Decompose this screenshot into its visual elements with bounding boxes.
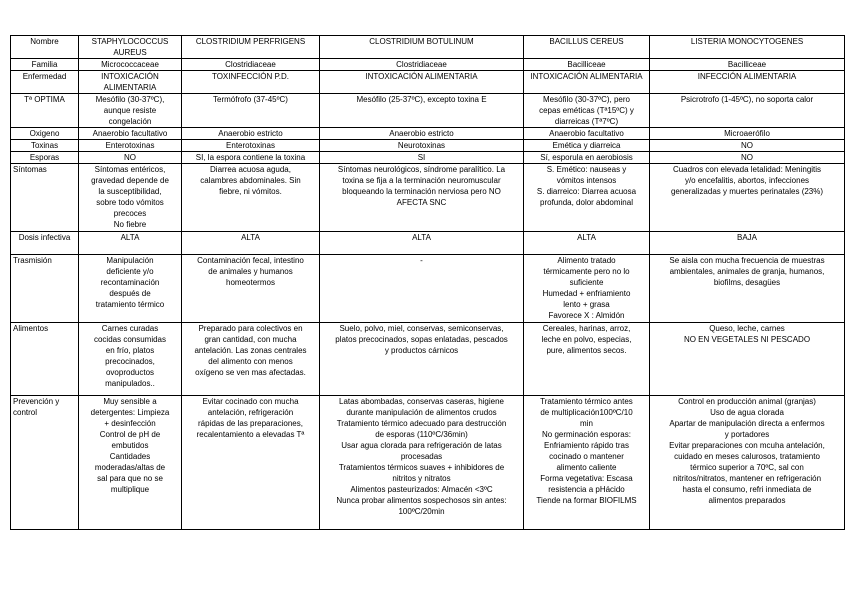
table-cell: ALTA <box>320 232 524 255</box>
row-prevencion <box>11 396 845 530</box>
table-cell: Mesófilo (30-37ºC), aunque resiste congelación <box>79 94 182 128</box>
row-label: Tª OPTIMA <box>11 94 79 128</box>
table-cell: - <box>320 255 524 323</box>
table-cell: Manipulación deficiente y/o recontaminación después de tratamiento térmico <box>79 255 182 323</box>
table-cell: Preparado para colectivos en gran cantidad, con mucha antelación. Las zonas centrales del alimento con menos oxígeno se ven mas afectadas. <box>182 323 320 396</box>
row-label: Trasmisión <box>11 255 79 323</box>
row-label: Alimentos <box>11 323 79 396</box>
table-cell: Se aisla con mucha frecuencia de muestras ambientales, animales de granja, humanos, biofilms, desagües <box>650 255 845 323</box>
table-cell: TOXINFECCIÓN P.D. <box>182 71 320 94</box>
row-oxigeno <box>11 128 845 140</box>
table-cell: ALTA <box>79 232 182 255</box>
table-cell: Tratamiento térmico antes de multiplicación100ºC/10 min No germinación esporas: Enfriamiento rápido tras cocinado o mantener alimento caliente Forma vegetativa: Escasa resistencia a pHácido Tiende na formar BIOFILMS <box>524 396 650 530</box>
table-cell: Termófrofo (37-45ºC) <box>182 94 320 128</box>
table-cell: Psicrotrofo (1-45ºC), no soporta calor <box>650 94 845 128</box>
table-cell: INTOXICACIÓN ALIMENTARIA <box>320 71 524 94</box>
table-cell: Mesófilo (25-37ºC), excepto toxina E <box>320 94 524 128</box>
row-label: Oxigeno <box>11 128 79 140</box>
header-cell: LISTERIA MONOCYTOGENES <box>650 36 845 59</box>
table-cell: Diarrea acuosa aguda, calambres abdominales. Sin fiebre, ni vómitos. <box>182 164 320 232</box>
table-cell: BAJA <box>650 232 845 255</box>
row-familia <box>11 59 845 71</box>
table-cell: NO <box>650 152 845 164</box>
table-cell: Microaerófilo <box>650 128 845 140</box>
table-cell: Anaerobio estricto <box>182 128 320 140</box>
table-cell: Bacilliceae <box>524 59 650 71</box>
row-dosis <box>11 232 845 255</box>
table-cell: Evitar cocinado con mucha antelación, refrigeración rápidas de las preparaciones, recalentamiento a elevadas Tª <box>182 396 320 530</box>
table-cell: NO <box>650 140 845 152</box>
table-cell: Anaerobio facultativo <box>79 128 182 140</box>
header-cell: Nombre <box>11 36 79 59</box>
table-cell: SI <box>320 152 524 164</box>
table-cell: Latas abombadas, conservas caseras, higiene durante manipulación de alimentos crudos Tratamiento térmico adecuado para destrucción de esporas (110ºC/36min) Usar agua clorada para refrigeración de latas procesadas Tratamientos térmicos suaves + inhibidores de nitritos y nitratos Alimentos pasteurizados: Almacén <3ºC Nunca probar alimentos sospechosos sin antes: 100ºC/20min <box>320 396 524 530</box>
table-cell: Bacilliceae <box>650 59 845 71</box>
row-label: Esporas <box>11 152 79 164</box>
table-cell: S. Emético: nauseas y vómitos intensos S. diarreico: Diarrea acuosa profunda, dolor abdominal <box>524 164 650 232</box>
table-cell: Micrococcaceae <box>79 59 182 71</box>
table-cell: NO <box>79 152 182 164</box>
row-enfermedad <box>11 71 845 94</box>
header-cell: STAPHYLOCOCCUS AUREUS <box>79 36 182 59</box>
row-label: Familia <box>11 59 79 71</box>
table-cell: Clostridiaceae <box>320 59 524 71</box>
table-cell: Anaerobio facultativo <box>524 128 650 140</box>
table-cell: Neurotoxinas <box>320 140 524 152</box>
table-cell: INFECCIÓN ALIMENTARIA <box>650 71 845 94</box>
row-label: Prevención y control <box>11 396 79 530</box>
table-cell: ALTA <box>182 232 320 255</box>
row-label: Toxinas <box>11 140 79 152</box>
table-cell: Cuadros con elevada letalidad: Meningitis y/o encefalitis, abortos, infecciones generalizadas y muertes perinatales (23%) <box>650 164 845 232</box>
row-label: Síntomas <box>11 164 79 232</box>
table-cell: Contaminación fecal, intestino de animales y humanos homeotermos <box>182 255 320 323</box>
row-temperatura <box>11 94 845 128</box>
table-cell: Síntomas neurológicos, síndrome paralítico. La toxina se fija a la terminación neuromuscular bloqueando la terminación nerviosa pero NO AFECTA SNC <box>320 164 524 232</box>
table-cell: Mesófilo (30-37ºC), pero cepas eméticas (Tª15ºC) y diarreicas (Tª7ºC) <box>524 94 650 128</box>
row-alimentos <box>11 323 845 396</box>
table-cell: Control en producción animal (granjas) Uso de agua clorada Apartar de manipulación directa a enfermos y portadores Evitar preparaciones con mcuha antelación, cuidado en meses calurosos, tratamiento térmico superior a 70ºC, sal con nitritos/nitratos, mantener en refrigeración hasta el consumo, refri inmediata de alimentos preparados <box>650 396 845 530</box>
table-cell: Muy sensible a detergentes: Limpieza + desinfección Control de pH de embutidos Cantidades moderadas/altas de sal para que no se multiplique <box>79 396 182 530</box>
row-label: Enfermedad <box>11 71 79 94</box>
table-cell: Queso, leche, carnes NO EN VEGETALES NI PESCADO <box>650 323 845 396</box>
row-esporas <box>11 152 845 164</box>
comparison-table <box>10 35 845 530</box>
table-cell: INTOXICACIÓN ALIMENTARIA <box>79 71 182 94</box>
table-cell: Emética y diarreica <box>524 140 650 152</box>
table-cell: Enterotoxinas <box>79 140 182 152</box>
table-cell: Enterotoxinas <box>182 140 320 152</box>
table-cell: Alimento tratado térmicamente pero no lo suficiente Humedad + enfriamiento lento + grasa Favorece X : Almidón <box>524 255 650 323</box>
header-cell: CLOSTRIDIUM PERFRIGENS <box>182 36 320 59</box>
row-sintomas <box>11 164 845 232</box>
table-cell: ALTA <box>524 232 650 255</box>
header-row <box>11 36 845 59</box>
header-cell: CLOSTRIDIUM BOTULINUM <box>320 36 524 59</box>
table-cell: Síntomas entéricos, gravedad depende de la susceptibilidad, sobre todo vómitos precoces No fiebre <box>79 164 182 232</box>
row-label: Dosis infectiva <box>11 232 79 255</box>
table-cell: SI, la espora contiene la toxina <box>182 152 320 164</box>
table-cell: Sí, esporula en aerobiosis <box>524 152 650 164</box>
row-toxinas <box>11 140 845 152</box>
table-cell: Cereales, harinas, arroz, leche en polvo, especias, pure, alimentos secos. <box>524 323 650 396</box>
table-cell: INTOXICACIÓN ALIMENTARIA <box>524 71 650 94</box>
header-cell: BACILLUS CEREUS <box>524 36 650 59</box>
table-cell: Carnes curadas cocidas consumidas en frío, platos precocinados, ovoproductos manipulados.. <box>79 323 182 396</box>
row-trasmision <box>11 255 845 323</box>
table-cell: Suelo, polvo, miel, conservas, semiconservas, platos precocinados, sopas enlatadas, pescados y productos cárnicos <box>320 323 524 396</box>
table-cell: Anaerobio estricto <box>320 128 524 140</box>
table-cell: Clostridiaceae <box>182 59 320 71</box>
